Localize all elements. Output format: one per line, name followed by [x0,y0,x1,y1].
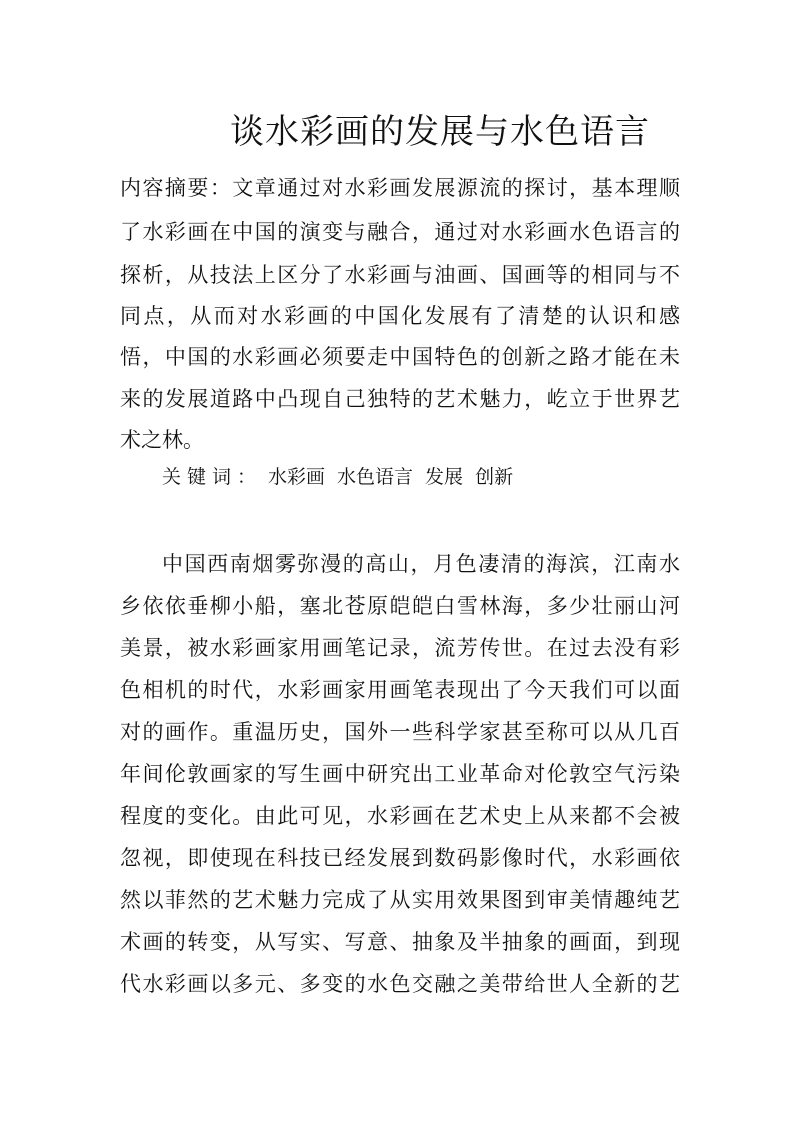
body-line: 术画的转变，从写实、写意、抽象及半抽象的画面，到现 [120,930,680,954]
body-line: 对的画作。重温历史，国外一些科学家甚至称可以从几百 [120,720,680,744]
keyword: 创新 [475,466,514,488]
abstract-line: 了水彩画在中国的演变与融合，通过对水彩画水色语言的 [120,220,680,244]
body-line: 色相机的时代，水彩画家用画笔表现出了今天我们可以面 [120,678,680,702]
abstract-line: 悟，中国的水彩画必须要走中国特色的创新之路才能在未 [120,345,680,369]
body-line: 年间伦敦画家的写生画中研究出工业革命对伦敦空气污染 [120,762,680,786]
document-title: 谈水彩画的发展与水色语言 [230,112,650,152]
keywords-label: 关键词： [162,466,263,488]
abstract-line: 来的发展道路中凸现自己独特的艺术魅力，屹立于世界艺 [120,387,680,411]
body-line: 然以菲然的艺术魅力完成了从实用效果图到审美情趣纯艺 [120,888,680,912]
keywords-line [162,462,525,489]
abstract-line: 探析，从技法上区分了水彩画与油画、国画等的相同与不 [120,263,680,287]
abstract-line: 内容摘要：文章通过对水彩画发展源流的探讨，基本理顺 [120,176,680,200]
body-line: 美景，被水彩画家用画笔记录，流芳传世。在过去没有彩 [120,636,680,660]
keyword: 水彩画 [268,466,326,488]
body-line: 乡依依垂柳小船，塞北苍原皑皑白雪林海，多少壮丽山河 [120,594,680,618]
body-line: 中国西南烟雾弥漫的高山，月色凄清的海滨，江南水 [162,552,680,576]
body-line: 代水彩画以多元、多变的水色交融之美带给世人全新的艺 [120,972,680,996]
keyword: 水色语言 [337,466,414,488]
body-line: 忽视，即使现在科技已经发展到数码影像时代，水彩画依 [120,846,680,870]
keyword: 发展 [425,466,464,488]
abstract-line: 同点，从而对水彩画的中国化发展有了清楚的认识和感 [120,304,680,328]
body-line: 程度的变化。由此可见，水彩画在艺术史上从来都不会被 [120,804,680,828]
abstract-line: 术之林。 [120,428,204,452]
